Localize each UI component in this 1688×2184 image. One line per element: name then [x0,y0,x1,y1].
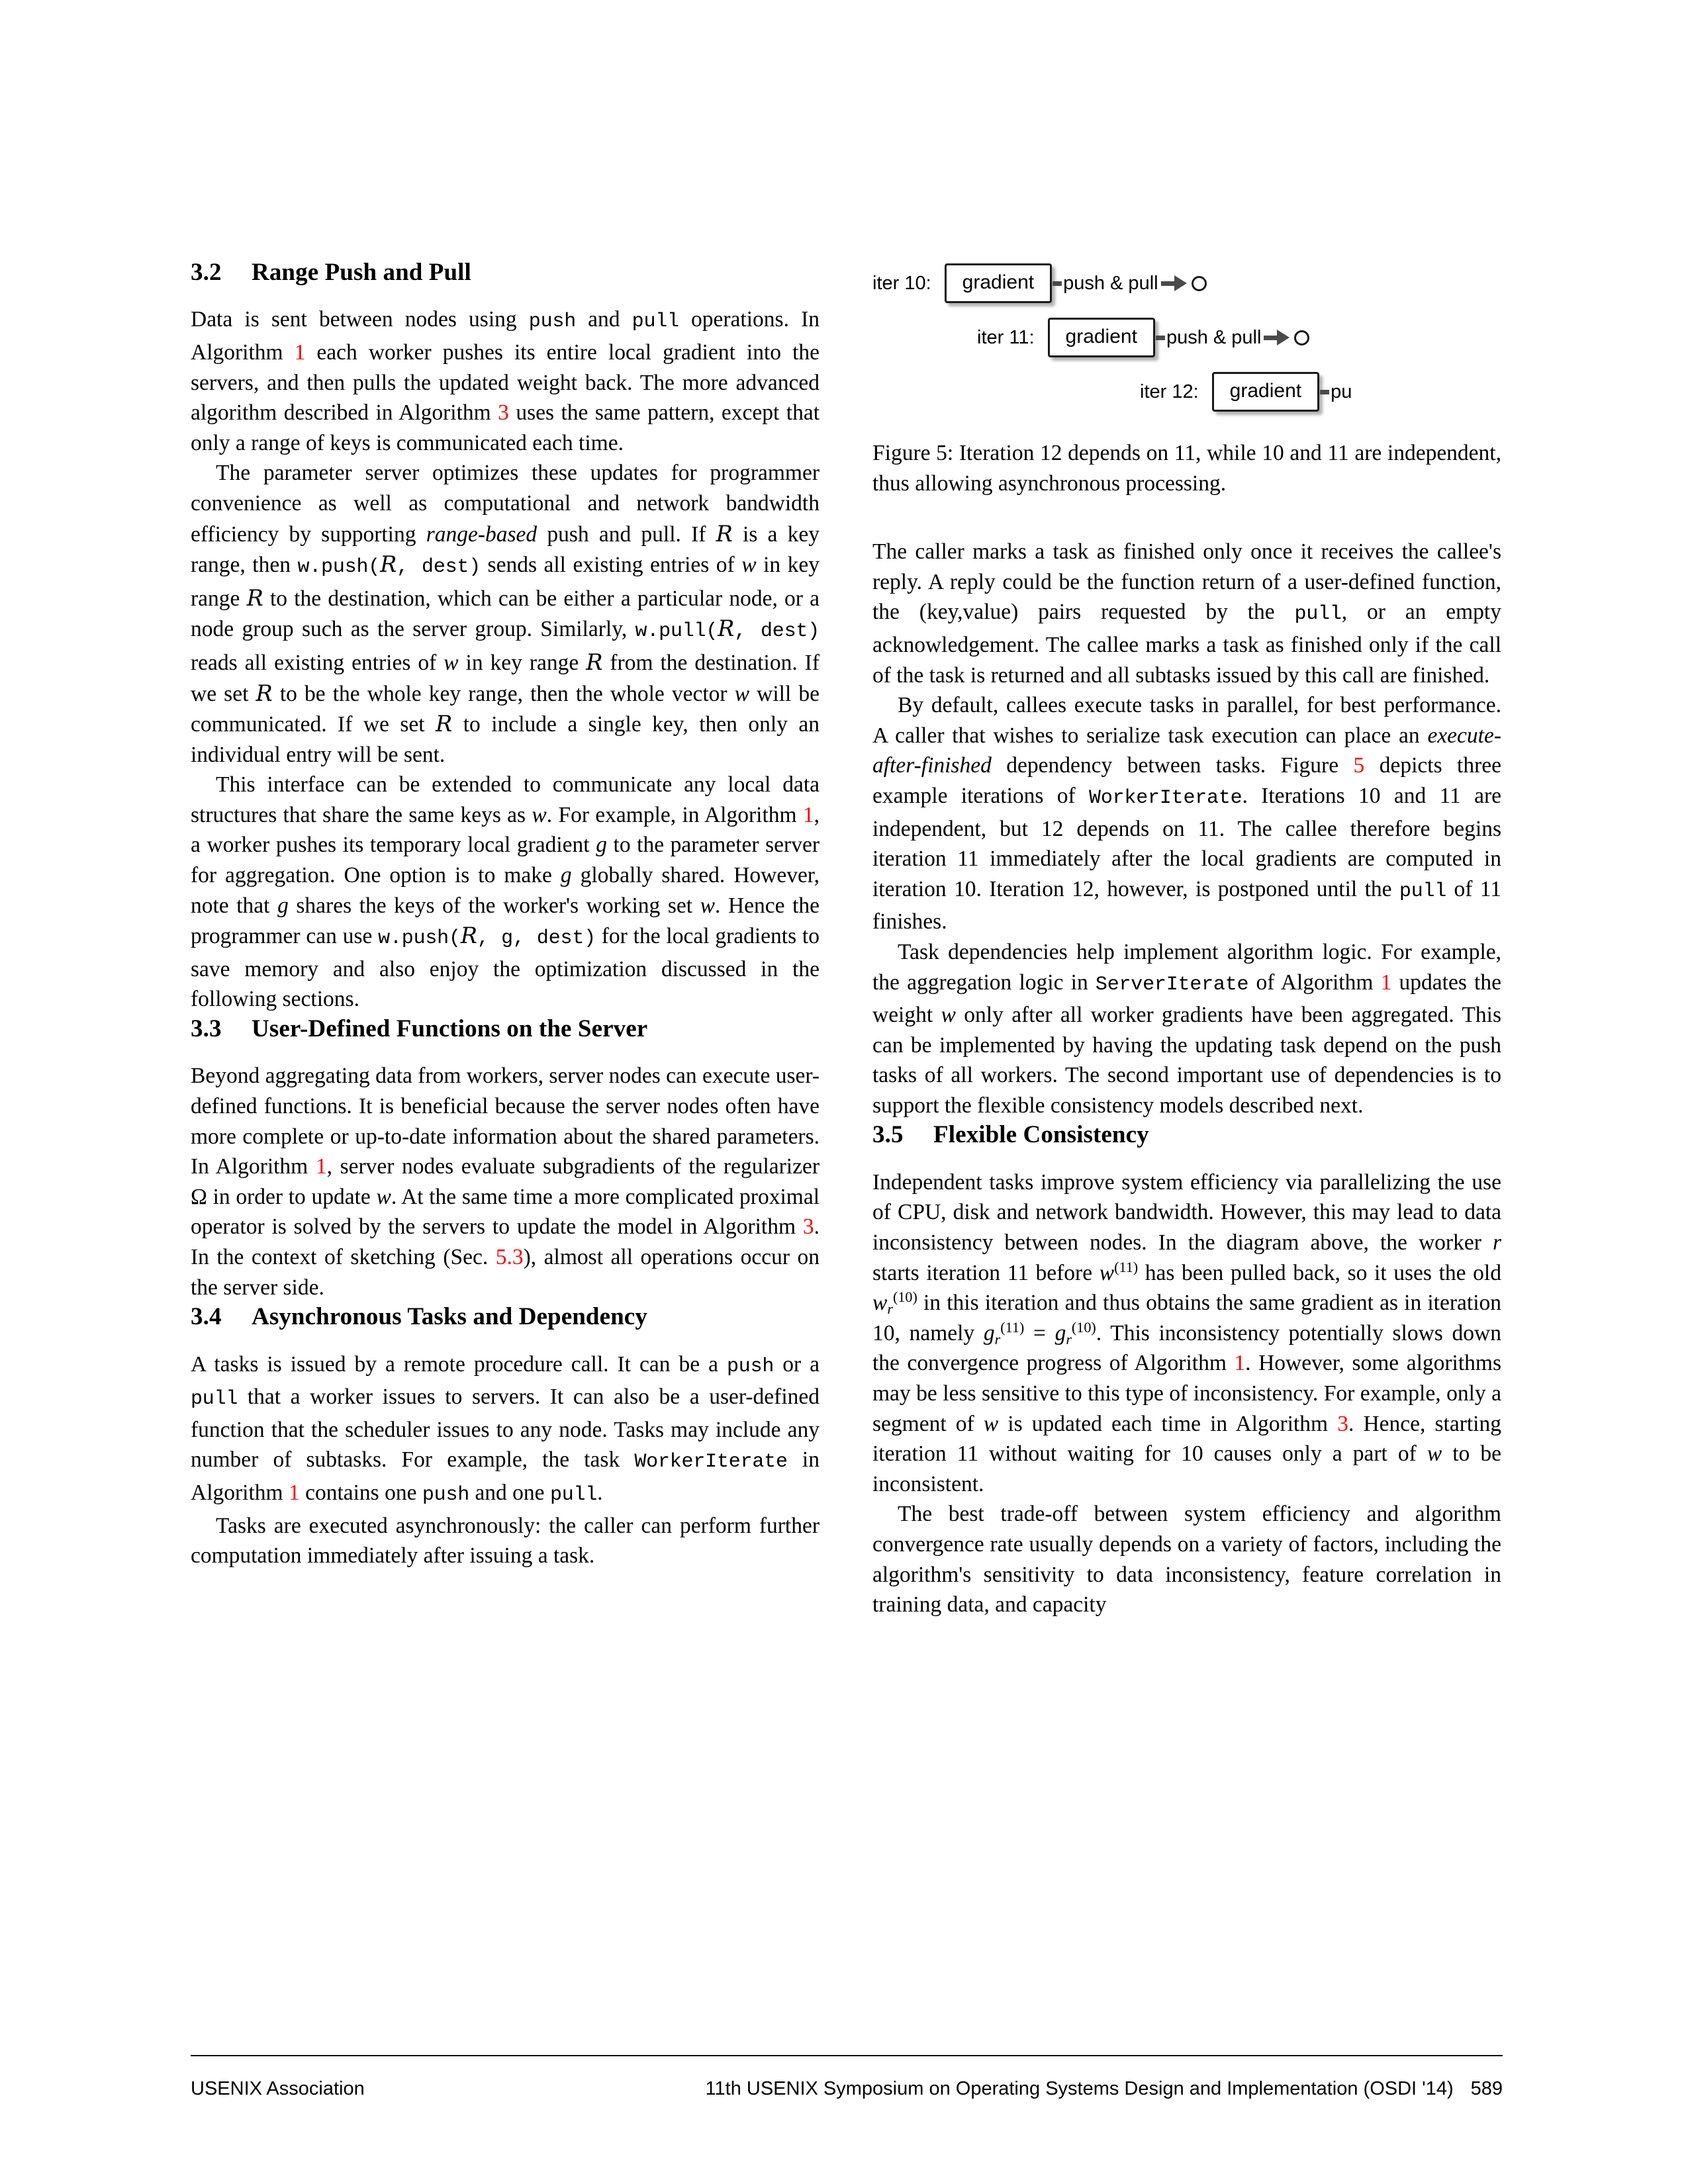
code-g-dest-close: , g, dest) [477,927,596,950]
figure-5-caption: Figure 5: Iteration 12 depends on 11, while 10 and 11 are independent, thus allowing asynchronous processing. [872,441,1501,496]
text-run: . Hence, starting iteration 11 without waiting for 10 causes only a part of [872,1411,1501,1467]
text-run: from the destination. If we set [191,650,820,706]
text-run: is a key range, then [191,522,820,578]
math-symbol-R: R [256,680,273,706]
code-server-iterate: ServerIterate [1095,973,1249,996]
footer-right-group [706,2078,1503,2100]
end-node-circle-icon [1294,330,1309,345]
section-number: 3.4 [191,1303,222,1331]
math-symbol-w: w [1099,1260,1115,1285]
text-run: to include a single key, then only an individual entry will be sent. [191,712,820,767]
section-number: 3.5 [872,1121,904,1149]
math-subscript-r: r [994,1331,1001,1348]
math-symbol-w: w [444,650,459,675]
text-run: depicts three example iterations of [872,753,1502,808]
text-run: in key range [191,553,820,611]
code-w-push-open: w.push( [297,556,381,579]
reference-link-algorithm-3[interactable]: 3 [1337,1411,1348,1436]
code-pull: pull [191,1388,238,1411]
text-run: to the destination, which can be either a particular node, or a node group such as the server group. Similarly, [191,586,820,642]
math-symbol-omega: Ω [191,1184,207,1209]
section-title: Range Push and Pull [252,259,471,286]
math-symbol-w: w [1427,1441,1442,1467]
text-run: reads all existing entries of [191,650,444,675]
text-run: sends all existing entries of [481,553,742,578]
footer-divider [191,2055,1503,2056]
figure-row-iter-12 [1140,372,1353,412]
paragraph-3-4-5 [872,937,1501,1121]
gradient-box-iter-11: gradient [1048,318,1155,357]
text-run: of Algorithm [1248,970,1381,995]
math-equals-sign: = [1024,1320,1055,1345]
code-push: push [528,310,576,334]
text-run: Data is sent between nodes using [191,307,529,332]
math-symbol-w: w [376,1184,391,1209]
paragraph-3-5-2: The best trade-off between system efficiency and algorithm convergence rate usually depends on a variety of factors, including the algorithm's sensitivity to data inconsistency, feature correlation in training data, and capacity [872,1502,1501,1617]
code-pull: pull [549,1483,598,1506]
section-title: Asynchronous Tasks and Dependency [252,1303,647,1331]
section-heading-3-2 [191,258,820,287]
math-symbol-w: w [532,802,547,827]
text-run: . [597,1480,603,1505]
text-run: or a [774,1351,820,1377]
code-pull: pull [632,310,679,334]
arrow-right-icon [1264,330,1289,345]
section-title: Flexible Consistency [933,1121,1149,1149]
text-run: Task dependencies help implement algorithm logic. For example, the aggregation logic in [872,939,1501,995]
two-column-body [191,258,1501,2032]
right-column [872,258,1501,2032]
text-run: , server nodes evaluate subgradients of the regularizer [326,1154,820,1179]
text-run: operations. In Algorithm [191,307,820,365]
reference-link-algorithm-1[interactable]: 1 [288,1480,300,1505]
text-run: uses the same pattern, except that only a range of keys is communicated each time. [191,400,820,455]
text-run: in Algorithm [191,1447,820,1505]
footer-conference-title: 11th USENIX Symposium on Operating Systems Design and Implementation (OSDI '14) [705,2078,1454,2099]
reference-link-algorithm-3[interactable]: 3 [802,1214,814,1240]
reference-link-algorithm-1[interactable]: 1 [1234,1351,1246,1376]
math-symbol-g: g [277,893,289,918]
paragraph-3-5-1 [872,1167,1501,1500]
text-run: only after all worker gradients have been aggregated. This can be implemented by having the updating task depend on the push tasks of all workers. The second important use of dependencies is to support the flexible consistency models described next. [872,1003,1501,1118]
math-symbol-w: w [700,893,715,918]
code-dest-close: , dest) [397,556,481,579]
text-run: each worker pushes its entire local gradient into the servers, and then pulls the updated weight back. The more advanced algorithm described in Algorithm [191,340,820,426]
code-pull: pull [1399,880,1447,903]
math-subscript-r: r [1066,1331,1072,1348]
math-symbol-g: g [596,833,607,858]
math-superscript-11: (11) [1114,1258,1139,1275]
text-run: . For example, in Algorithm [546,802,803,827]
connector-line-icon [1320,390,1329,394]
text-run: to be the whole key range, then the whole vector [272,681,735,706]
text-run: for the local gradients to save memory and also enjoy the optimization discussed in the following sections. [191,924,820,1012]
footer-left-text: USENIX Association [191,2078,365,2099]
text-run: The parameter server optimizes these updates for programmer convenience as well as computational and network bandwidth efficiency by supporting [191,461,820,547]
text-run: . At the same time a more complicated proximal operator is solved by the servers to update the model in Algorithm [191,1184,820,1240]
reference-link-algorithm-3[interactable]: 3 [498,400,509,426]
iter-11-label: iter 11: [977,326,1035,348]
text-run: push and pull. If [537,522,716,547]
math-symbol-g: g [983,1320,995,1345]
code-pull: pull [1294,603,1342,626]
figure-5-diagram [872,258,1501,424]
connector-line-icon [1156,336,1165,340]
code-worker-iterate: WorkerIterate [634,1451,788,1474]
paragraph-3-4-3 [872,537,1501,690]
paragraph-3-2-2 [191,458,820,770]
text-run: ), almost all operations occur on the server side. [191,1245,820,1300]
text-run: The caller marks a task as finished only once it receives the callee's reply. A reply could be the function return of a user-defined function, the (key,value) pairs requested by the [872,539,1501,625]
math-superscript-11: (11) [1000,1318,1025,1336]
text-run: This interface can be extended to communicate any local data structures that share the same keys as [191,772,820,827]
math-symbol-R: R [436,711,453,737]
math-symbol-r: r [1492,1230,1501,1255]
reference-link-algorithm-1[interactable]: 1 [802,802,814,827]
connector-line-icon [1053,281,1062,286]
text-run: in order to update [207,1184,377,1209]
section-heading-3-4 [191,1302,820,1332]
text-run: is updated each time in Algorithm [998,1411,1338,1436]
paragraph-3-2-3 [191,770,820,1015]
math-symbol-g: g [560,863,572,888]
math-symbol-g: g [1055,1320,1066,1345]
code-dest-close: , dest) [734,620,820,643]
math-symbol-R: R [246,584,263,611]
paragraph-3-4-2: Tasks are executed asynchronously: the caller can perform further computation immediately after issuing a task. [191,1513,820,1569]
code-push: push [726,1355,774,1378]
math-symbol-w: w [734,681,750,706]
code-w-push-open: w.push( [378,927,461,950]
math-symbol-w: w [872,1291,888,1316]
text-run: will be communicated. If we set [191,681,820,737]
text-run: . Iterations 10 and 11 are independent, but 12 depends on 11. The callee therefore begins iteration 11 immediately after the local gradients are computed in iteration 10. Iteration 12, however, is postponed until the [872,783,1501,901]
code-w-pull-open: w.pull( [635,620,718,643]
text-run: has been pulled back, so it uses the old [1138,1260,1501,1285]
paragraph-3-2-1 [191,304,820,458]
text-run: Independent tasks improve system efficiency via parallelizing the use of CPU, disk and network bandwidth. However, this may lead to data inconsistency between nodes. In the diagram above, the worker [872,1169,1501,1255]
math-symbol-w: w [941,1003,956,1028]
text-run: Beyond aggregating data from workers, server nodes can execute user-defined functions. It is beneficial because the server nodes often have more complete or up-to-date information about the shared parameters. In Algorithm [191,1064,820,1179]
text-run: and one [469,1480,550,1505]
figure-row-iter-10 [872,263,1207,303]
math-symbol-w: w [983,1411,999,1436]
section-heading-3-5 [872,1120,1501,1150]
footer-page-number: 589 [1470,2078,1503,2099]
reference-link-figure-5[interactable]: 5 [1353,753,1365,778]
math-symbol-R: R [716,520,733,547]
section-heading-3-3 [191,1015,820,1044]
reference-link-algorithm-1[interactable]: 1 [294,340,306,365]
text-run: starts iteration 11 before [872,1260,1100,1285]
section-title: User-Defined Functions on the Server [252,1015,648,1043]
left-column [191,258,820,2032]
reference-link-algorithm-1[interactable]: 1 [315,1154,327,1179]
text-run: of 11 finishes. [872,876,1501,934]
page-footer [191,2078,1503,2100]
text-run: in this iteration and thus obtains the same gradient as in iteration 10, namely [872,1291,1501,1345]
text-run: updates the weight [872,970,1501,1028]
text-run: By default, callees execute tasks in parallel, for best performance. A caller that wishes to serialize task execution can place an [872,693,1501,748]
math-symbol-w: w [741,553,757,578]
edge-label-iter-12: pu [1331,381,1352,402]
math-symbol-R: R [380,551,397,578]
paragraph-3-3-1 [191,1061,820,1302]
text-run: to be inconsistent. [872,1441,1501,1496]
math-subscript-r: r [887,1300,893,1318]
gradient-box-iter-10: gradient [945,263,1052,303]
section-number: 3.3 [191,1015,222,1043]
section-number: 3.2 [191,259,222,286]
math-symbol-R: R [586,649,603,675]
math-symbol-R: R [718,615,735,642]
arrow-right-icon [1161,275,1187,291]
iter-10-label: iter 10: [872,272,931,294]
text-run: shares the keys of the worker's working set [288,893,700,918]
text-run: to the parameter server for aggregation. One option is to make [191,833,820,888]
figure-row-iter-11 [977,318,1309,357]
reference-link-section-5-3[interactable]: 5.3 [495,1245,524,1269]
text-run: , or an empty acknowledgement. The callee marks a task as finished only if the call of the task is returned and all subtasks issued by this call are finished. [872,600,1501,688]
math-superscript-10: (10) [1071,1318,1096,1336]
text-run: , a worker pushes its temporary local gradient [191,802,820,858]
emphasis-range-based: range-based [426,522,538,547]
code-push: push [422,1483,470,1506]
gradient-box-iter-12: gradient [1212,372,1319,412]
iter-12-label: iter 12: [1140,381,1199,402]
math-superscript-10: (10) [892,1289,917,1306]
text-run: dependency between tasks. Figure [991,753,1354,778]
edge-label-iter-11: push & pull [1166,326,1262,348]
text-run: contains one [299,1480,422,1505]
paragraph-3-4-4 [872,690,1501,937]
reference-link-algorithm-1[interactable]: 1 [1380,970,1392,995]
paragraph-3-4-1 [191,1349,820,1511]
text-run: A tasks is issued by a remote procedure call. It can be a [191,1351,727,1377]
math-symbol-R: R [460,923,478,949]
end-node-circle-icon [1192,276,1207,291]
text-run: . This inconsistency potentially slows down the convergence progress of Algorithm [872,1320,1501,1376]
emphasis-execute-after-finished: execute-after-finished [872,723,1501,778]
text-run: . Hence the programmer can use [191,893,820,949]
text-run: . However, some algorithms may be less sensitive to this type of inconsistency. For example, only a segment of [872,1351,1501,1436]
text-run: and [576,307,632,332]
edge-label-iter-10: push & pull [1063,272,1158,294]
text-run: globally shared. However, note that [191,863,820,918]
text-run: that a worker issues to servers. It can also be a user-defined function that the scheduler issues to any node. Tasks may include any number of subtasks. For example, the task [191,1385,820,1473]
text-run: in key range [458,650,586,675]
text-run: . In the context of sketching (Sec. [191,1214,820,1269]
code-worker-iterate: WorkerIterate [1089,786,1243,809]
